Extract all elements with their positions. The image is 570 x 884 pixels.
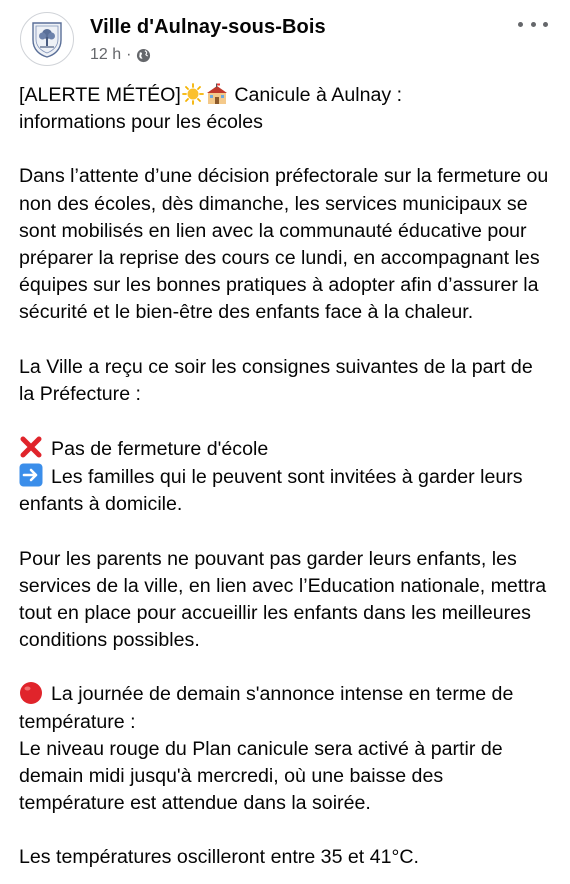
more-horizontal-icon (518, 22, 523, 27)
right-arrow-emoji (19, 463, 43, 487)
paragraph-4: Les températures oscilleront entre 35 et 41°C. (19, 846, 419, 869)
post-body (0, 76, 570, 872)
title-line2: informations pour les écoles (19, 111, 263, 134)
post-time[interactable]: 12 h (90, 46, 122, 63)
spacer (19, 408, 552, 435)
alert-line (19, 681, 552, 735)
sun-emoji (182, 83, 204, 105)
spacer (19, 136, 552, 163)
paragraph-3: Pour les parents ne pouvant pas garder leurs enfants, les services de la ville, en lien avec l’Education nationale, mettra tout en place pour accueillir les enfants dans les meilleures conditions possibles. (19, 547, 547, 652)
bullet-no-closure (19, 435, 552, 463)
spacer (19, 519, 552, 546)
bullet2-text: Les familles qui le peuvent sont invitées à garder leurs enfants à domicile. (19, 466, 523, 516)
spacer (19, 654, 552, 681)
spacer (19, 327, 552, 354)
cross-mark-emoji (19, 435, 43, 459)
title-prefix: [ALERTE MÉTÉO] (19, 84, 181, 106)
bullet1-text: Pas de fermeture d'école (51, 438, 269, 461)
red-circle-emoji (19, 681, 43, 705)
paragraph-2: La Ville a reçu ce soir les consignes suivantes de la part de la Préfecture : (19, 355, 533, 405)
meta-separator: · (126, 46, 132, 63)
more-dot (543, 22, 548, 27)
city-crest-logo (30, 20, 64, 58)
avatar[interactable] (20, 12, 74, 66)
alert-text: La journée de demain s'annonce intense en terme de température : (19, 683, 514, 733)
school-emoji (206, 83, 228, 105)
post-meta (90, 46, 151, 64)
alert-detail: Le niveau rouge du Plan canicule sera activé à partir de demain midi jusqu'à mercredi, où une baisse des température est attendue dans la soirée. (19, 737, 503, 815)
page-name[interactable]: Ville d'Aulnay-sous-Bois (90, 16, 326, 38)
post-title (19, 82, 552, 136)
more-dot (531, 22, 536, 27)
spacer (19, 817, 552, 844)
bullet-families (19, 463, 552, 518)
post-header (0, 0, 570, 76)
more-options-button[interactable] (518, 14, 548, 34)
title-suffix: Canicule à Aulnay : (234, 84, 403, 106)
paragraph-1: Dans l’attente d’une décision préfectorale sur la fermeture ou non des écoles, dès dimanche, les services municipaux se sont mobilisés en lien avec la communauté éducative pour préparer la reprise des cours ce lundi, en accompagnant les équipes sur les bonnes pratiques à adopter afin d’assurer la sécurité et le bien-être des enfants face à la chaleur. (19, 165, 549, 324)
globe-icon[interactable] (136, 48, 151, 63)
